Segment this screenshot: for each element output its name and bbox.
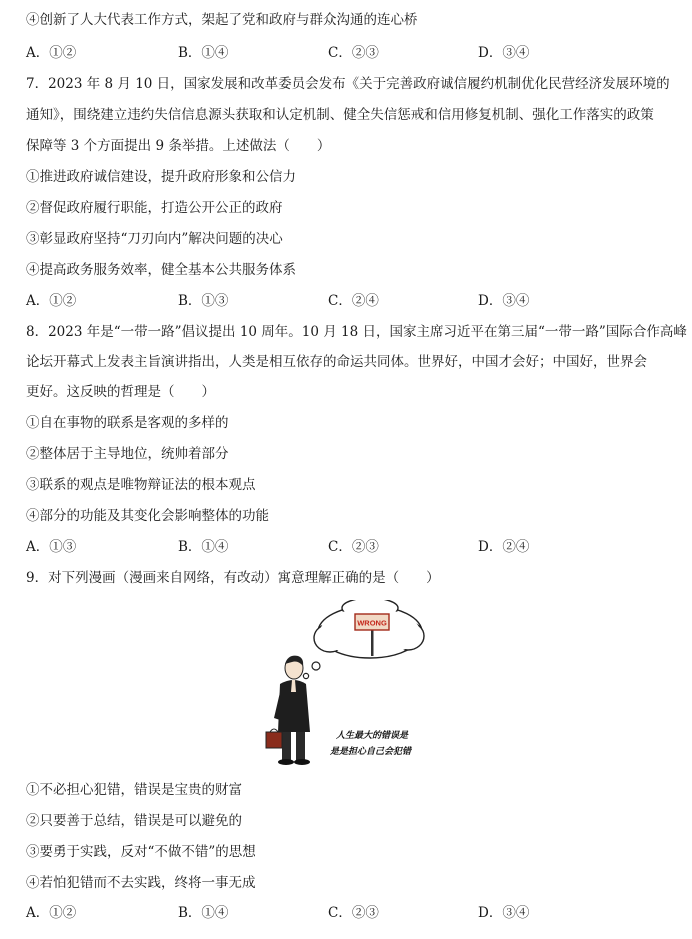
q7-stem-line-2: 通知》，围绕建立违约失信信息源头获取和认定机制、健全失信惩戒和信用修复机制、强化工作落实的政策 [26, 107, 654, 123]
q7-option-d[interactable]: D．③④ [478, 293, 530, 309]
q8-statement-3: ③联系的观点是唯物辩证法的根本观点 [26, 477, 256, 493]
q8-option-b[interactable]: B．①④ [178, 539, 229, 555]
briefcase [266, 732, 282, 748]
sign-post [371, 628, 374, 656]
q7-stem-line-1: 7．2023 年 8 月 10 日，国家发展和改革委员会发布《关于完善政府诚信履约机制优化民营经济发展环境的 [26, 76, 670, 92]
q6-option-a[interactable]: A．①② [26, 45, 77, 61]
q9-cartoon [258, 600, 438, 770]
q9-statement-1: ①不必担心犯错，错误是宝贵的财富 [26, 782, 242, 798]
q8-option-a[interactable]: A．①③ [26, 539, 77, 555]
q8-statement-4: ④部分的功能及其变化会影响整体的功能 [26, 508, 269, 524]
q8-option-c[interactable]: C．②③ [328, 539, 379, 555]
q8-options [26, 538, 666, 556]
q7-statement-4: ④提高政务服务效率，健全基本公共服务体系 [26, 262, 296, 278]
q9-option-a[interactable]: A．①② [26, 905, 77, 921]
q9-option-c[interactable]: C．②③ [328, 905, 379, 921]
q6-option-b[interactable]: B．①④ [178, 45, 229, 61]
q7-statement-2: ②督促政府履行职能，打造公开公正的政府 [26, 200, 283, 216]
q6-option-c[interactable]: C．②③ [328, 45, 379, 61]
q7-option-a[interactable]: A．①② [26, 293, 77, 309]
thought-bubble-dot [312, 662, 320, 670]
q8-stem-line-1: 8．2023 年是“一带一路”倡议提出 10 周年。10 月 18 日，国家主席习近平在第三届“一带一路”国际合作高峰 [26, 324, 687, 340]
q7-statement-3: ③彰显政府坚持“刀刃向内”解决问题的决心 [26, 231, 283, 247]
q7-options [26, 292, 666, 310]
q8-statement-2: ②整体居于主导地位，统帅着部分 [26, 446, 229, 462]
q6-option-d[interactable]: D．③④ [478, 45, 530, 61]
q9-statement-3: ③要勇于实践，反对“不做不错”的思想 [26, 844, 256, 860]
q7-option-b[interactable]: B．①③ [178, 293, 229, 309]
cartoon-caption-line-2: 是是担心自己会犯错 [330, 747, 412, 757]
q9-option-b[interactable]: B．①④ [178, 905, 229, 921]
q8-stem-line-2: 论坛开幕式上发表主旨演讲指出，人类是相互依存的命运共同体。世界好，中国才会好；中国好，世界会 [26, 354, 647, 370]
wrong-sign-text: WRONG [357, 618, 387, 628]
man-figure [266, 656, 310, 765]
thought-bubble-dot [303, 673, 308, 678]
q7-statement-1: ①推进政府诚信建设，提升政府形象和公信力 [26, 169, 296, 185]
q6-options [26, 44, 666, 62]
q6-statement-4: ④创新了人大代表工作方式，架起了党和政府与群众沟通的连心桥 [26, 12, 418, 28]
q9-options [26, 904, 666, 922]
q7-option-c[interactable]: C．②④ [328, 293, 379, 309]
q9-option-d[interactable]: D．③④ [478, 905, 530, 921]
q8-option-d[interactable]: D．②④ [478, 539, 530, 555]
q8-statement-1: ①自在事物的联系是客观的多样的 [26, 415, 229, 431]
q8-stem-line-3: 更好。这反映的哲理是（ ） [26, 384, 215, 400]
q7-stem-line-3: 保障等 3 个方面提出 9 条举措。上述做法（ ） [26, 138, 331, 154]
q9-statement-4: ④若怕犯错而不去实践，终将一事无成 [26, 875, 256, 891]
q9-statement-2: ②只要善于总结，错误是可以避免的 [26, 813, 242, 829]
cartoon-caption-line-1: 人生最大的错误是 [336, 731, 409, 741]
q9-stem: 9．对下列漫画（漫画来自网络，有改动）寓意理解正确的是（ ） [26, 570, 440, 586]
